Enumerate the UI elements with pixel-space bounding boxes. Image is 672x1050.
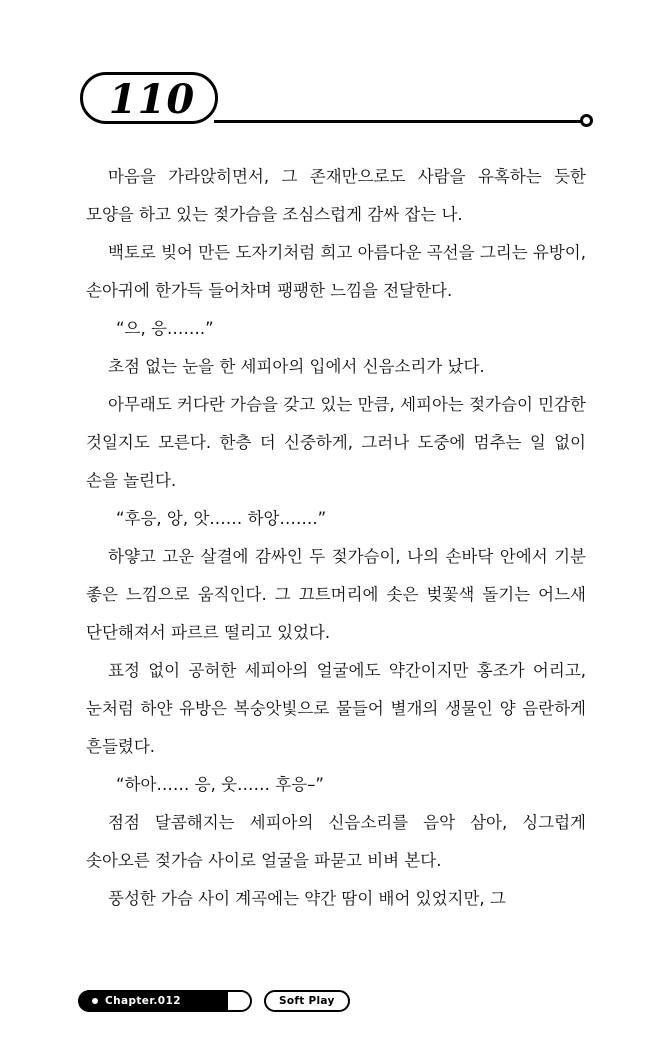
- footer-chapter-badge: [78, 990, 234, 1012]
- page-number: 110: [108, 76, 196, 123]
- page-header: [0, 72, 672, 142]
- paragraph-quote: “후응, 앙, 앗…… 하앙…….”: [116, 509, 327, 528]
- paragraph: 풍성한 가슴 사이 계곡에는 약간 땀이 배어 있었지만, 그: [108, 889, 506, 908]
- paragraph: 마음을 가라앉히면서, 그 존재만으로도 사람을 유혹하는 듯한 모양을 하고 있는 젖가슴을 조심스럽게 감싸 잡는 나.: [86, 167, 586, 224]
- paragraph: 백토로 빚어 만든 도자기처럼 희고 아름다운 곡선을 그리는 유방이, 손아귀에 한가득 들어차며 팽팽한 느낌을 전달한다.: [86, 243, 586, 300]
- paragraph: 아무래도 커다란 가슴을 갖고 있는 만큼, 세피아는 젖가슴이 민감한 것일지도 모른다. 한층 더 신중하게, 그러나 도중에 멈추는 일 없이 손을 놀린다.: [86, 395, 586, 490]
- footer-chapter-label: Chapter.012: [105, 995, 181, 1007]
- bullet-dot-icon: [92, 998, 98, 1004]
- page-body: [86, 158, 586, 918]
- paragraph-quote: “하아…… 응, 웃…… 후응–”: [116, 775, 324, 794]
- page-footer: [0, 990, 672, 1020]
- footer-title-badge: [264, 990, 350, 1012]
- paragraph: 표정 없이 공허한 세피아의 얼굴에도 약간이지만 홍조가 어리고, 눈처럼 하얀 유방은 복숭앗빛으로 물들어 별개의 생물인 양 음란하게 흔들렸다.: [86, 661, 586, 756]
- page-number-capsule: [80, 72, 218, 124]
- paragraph: 하얗고 고운 살결에 감싸인 두 젖가슴이, 나의 손바닥 안에서 기분 좋은 느낌으로 움직인다. 그 끄트머리에 솟은 벚꽃색 돌기는 어느새 단단해져서 파르르 떨리고 있었다.: [86, 547, 586, 642]
- header-dot-icon: [580, 114, 593, 127]
- footer-title-label: Soft Play: [279, 995, 335, 1007]
- paragraph: 초점 없는 눈을 한 세피아의 입에서 신음소리가 났다.: [108, 357, 485, 376]
- footer-chapter-cap: [228, 990, 252, 1012]
- header-rule: [214, 120, 586, 123]
- paragraph: 점점 달콤해지는 세피아의 신음소리를 음악 삼아, 싱그럽게 솟아오른 젖가슴 사이로 얼굴을 파묻고 비벼 본다.: [86, 813, 586, 870]
- paragraph-quote: “으, 응…….”: [116, 319, 214, 338]
